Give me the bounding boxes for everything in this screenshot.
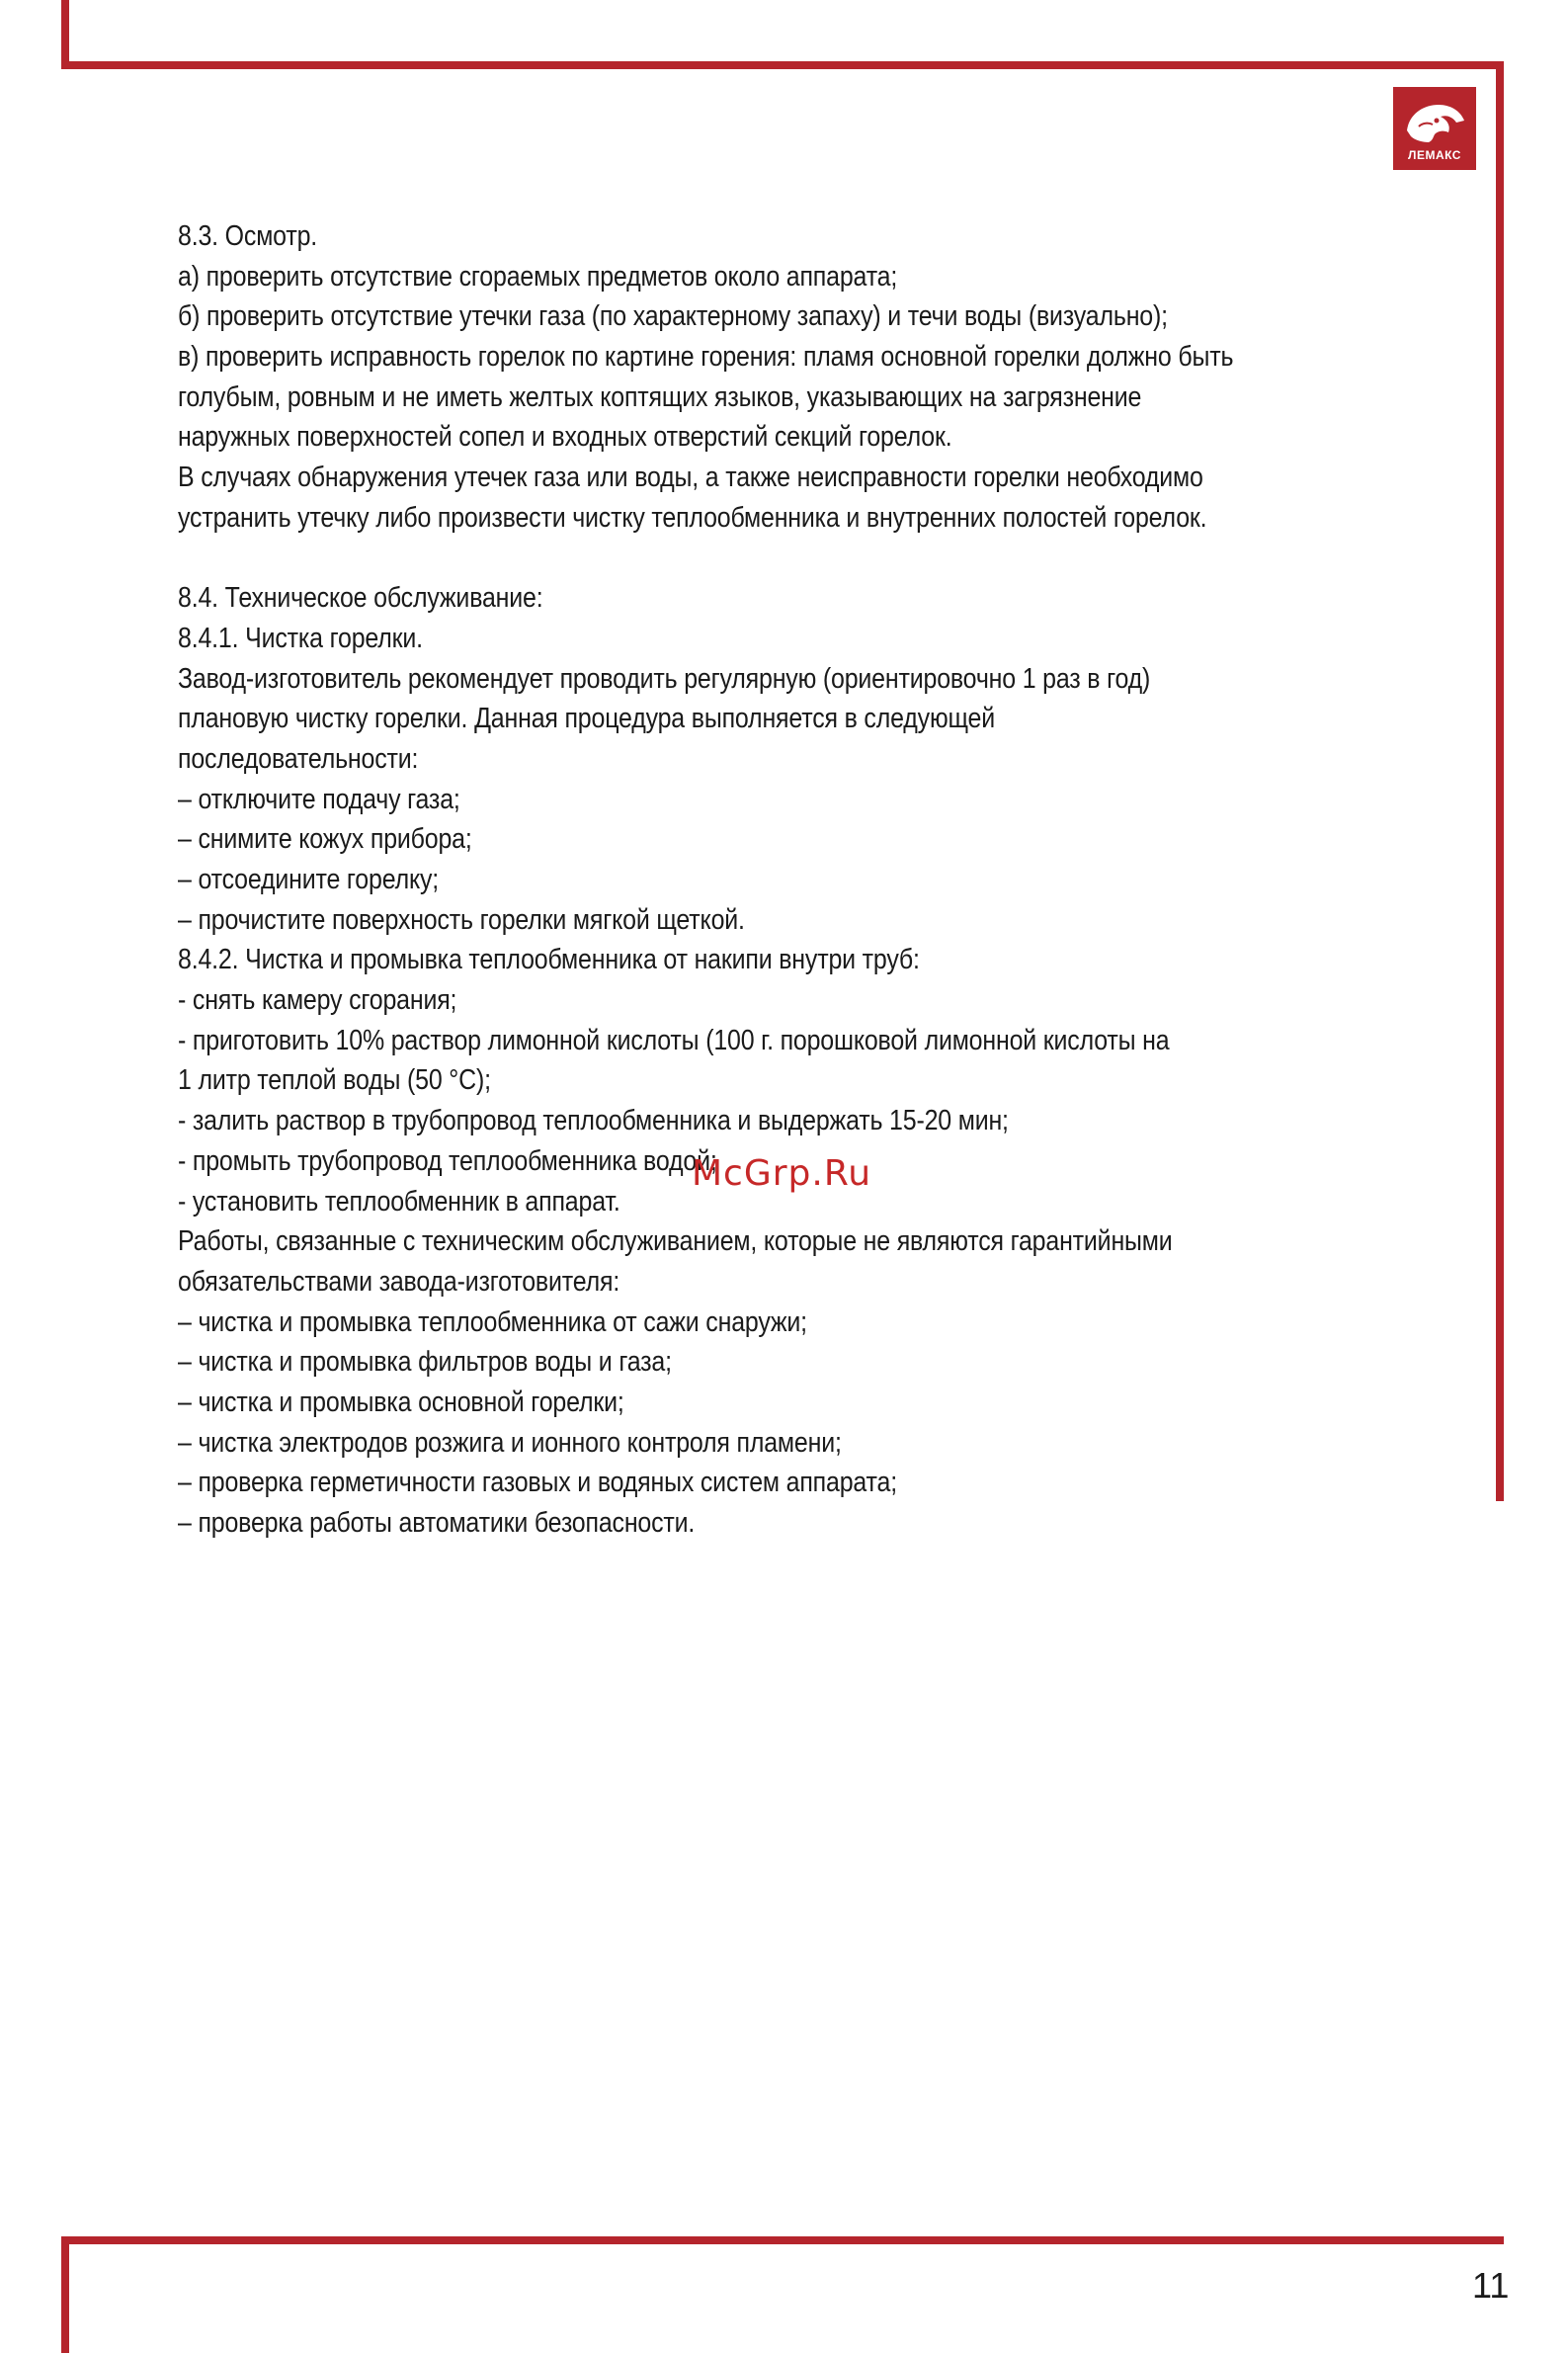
section-8-4-title: 8.4. Техническое обслуживание: (178, 582, 543, 615)
list-item: – прочистите поверхность горелки мягкой щеткой. (178, 903, 745, 936)
section-spacer (178, 539, 1423, 579)
page-number: 11 (1472, 2265, 1510, 2306)
brand-logo (1393, 87, 1476, 170)
list-item: – проверка работы автоматики безопасности. (178, 1507, 696, 1539)
frame-top-border (61, 61, 1504, 69)
frame-top-left-border (61, 0, 69, 69)
list-item: - приготовить 10% раствор лимонной кислоты (100 г. порошковой лимонной кислоты на (178, 1024, 1170, 1056)
paragraph-line: В случаях обнаружения утечек газа или воды, а также неисправности горелки необходимо (178, 462, 1203, 494)
list-item: – чистка и промывка фильтров воды и газа; (178, 1346, 672, 1379)
list-item: - промыть трубопровод теплообменника водой; (178, 1144, 717, 1177)
watermark-text: McGrp.Ru (692, 1153, 872, 1194)
paragraph-line: последовательности: (178, 742, 419, 775)
paragraph-line: Завод-изготовитель рекомендует проводить регулярную (ориентировочно 1 раз в год) (178, 662, 1151, 695)
document-body (178, 216, 1423, 1544)
section-8-3-title: 8.3. Осмотр. (178, 220, 318, 252)
paragraph-line: Работы, связанные с техническим обслуживанием, которые не являются гарантийными (178, 1225, 1173, 1258)
frame-bottom-left-border (61, 2236, 69, 2353)
paragraph-line: голубым, ровным и не иметь желтых коптящих языков, указывающих на загрязнение (178, 380, 1142, 413)
frame-bottom-border (61, 2236, 1504, 2244)
brand-name: ЛЕМАКС (1408, 148, 1461, 162)
paragraph-line: плановую чистку горелки. Данная процедура выполняется в следующей (178, 703, 996, 735)
paragraph-line: обязательствами завода-изготовителя: (178, 1265, 620, 1298)
list-item: – проверка герметичности газовых и водяных систем аппарата; (178, 1467, 897, 1499)
section-8-4-1-title: 8.4.1. Чистка горелки. (178, 622, 423, 654)
list-item: – снимите кожух прибора; (178, 823, 472, 856)
frame-right-border (1496, 61, 1504, 1501)
paragraph-line: наружных поверхностей сопел и входных отверстий секций горелок. (178, 421, 952, 454)
list-item: – чистка и промывка теплообменника от сажи снаружи; (178, 1305, 807, 1338)
list-item: – отсоедините горелку; (178, 864, 440, 895)
list-item: - залить раствор в трубопровод теплообменника и выдержать 15-20 мин; (178, 1105, 1009, 1137)
paragraph-line: в) проверить исправность горелок по картине горения: пламя основной горелки должно быть (178, 341, 1234, 374)
list-item: – чистка и промывка основной горелки; (178, 1386, 624, 1418)
list-item: - установить теплообменник в аппарат. (178, 1185, 620, 1218)
list-item: – отключите подачу газа; (178, 783, 460, 815)
paragraph-line: а) проверить отсутствие сгораемых предметов около аппарата; (178, 260, 898, 293)
paragraph-line: 1 литр теплой воды (50 °С); (178, 1064, 491, 1097)
paragraph-line: устранить утечку либо произвести чистку теплообменника и внутренних полостей горелок. (178, 501, 1207, 534)
section-8-4-2-title: 8.4.2. Чистка и промывка теплообменника от накипи внутри труб: (178, 944, 920, 976)
list-item: – чистка электродов розжига и ионного контроля пламени; (178, 1426, 842, 1459)
paragraph-line: б) проверить отсутствие утечки газа (по характерному запаху) и течи воды (визуально); (178, 300, 1168, 333)
list-item: - снять камеру сгорания; (178, 984, 457, 1017)
